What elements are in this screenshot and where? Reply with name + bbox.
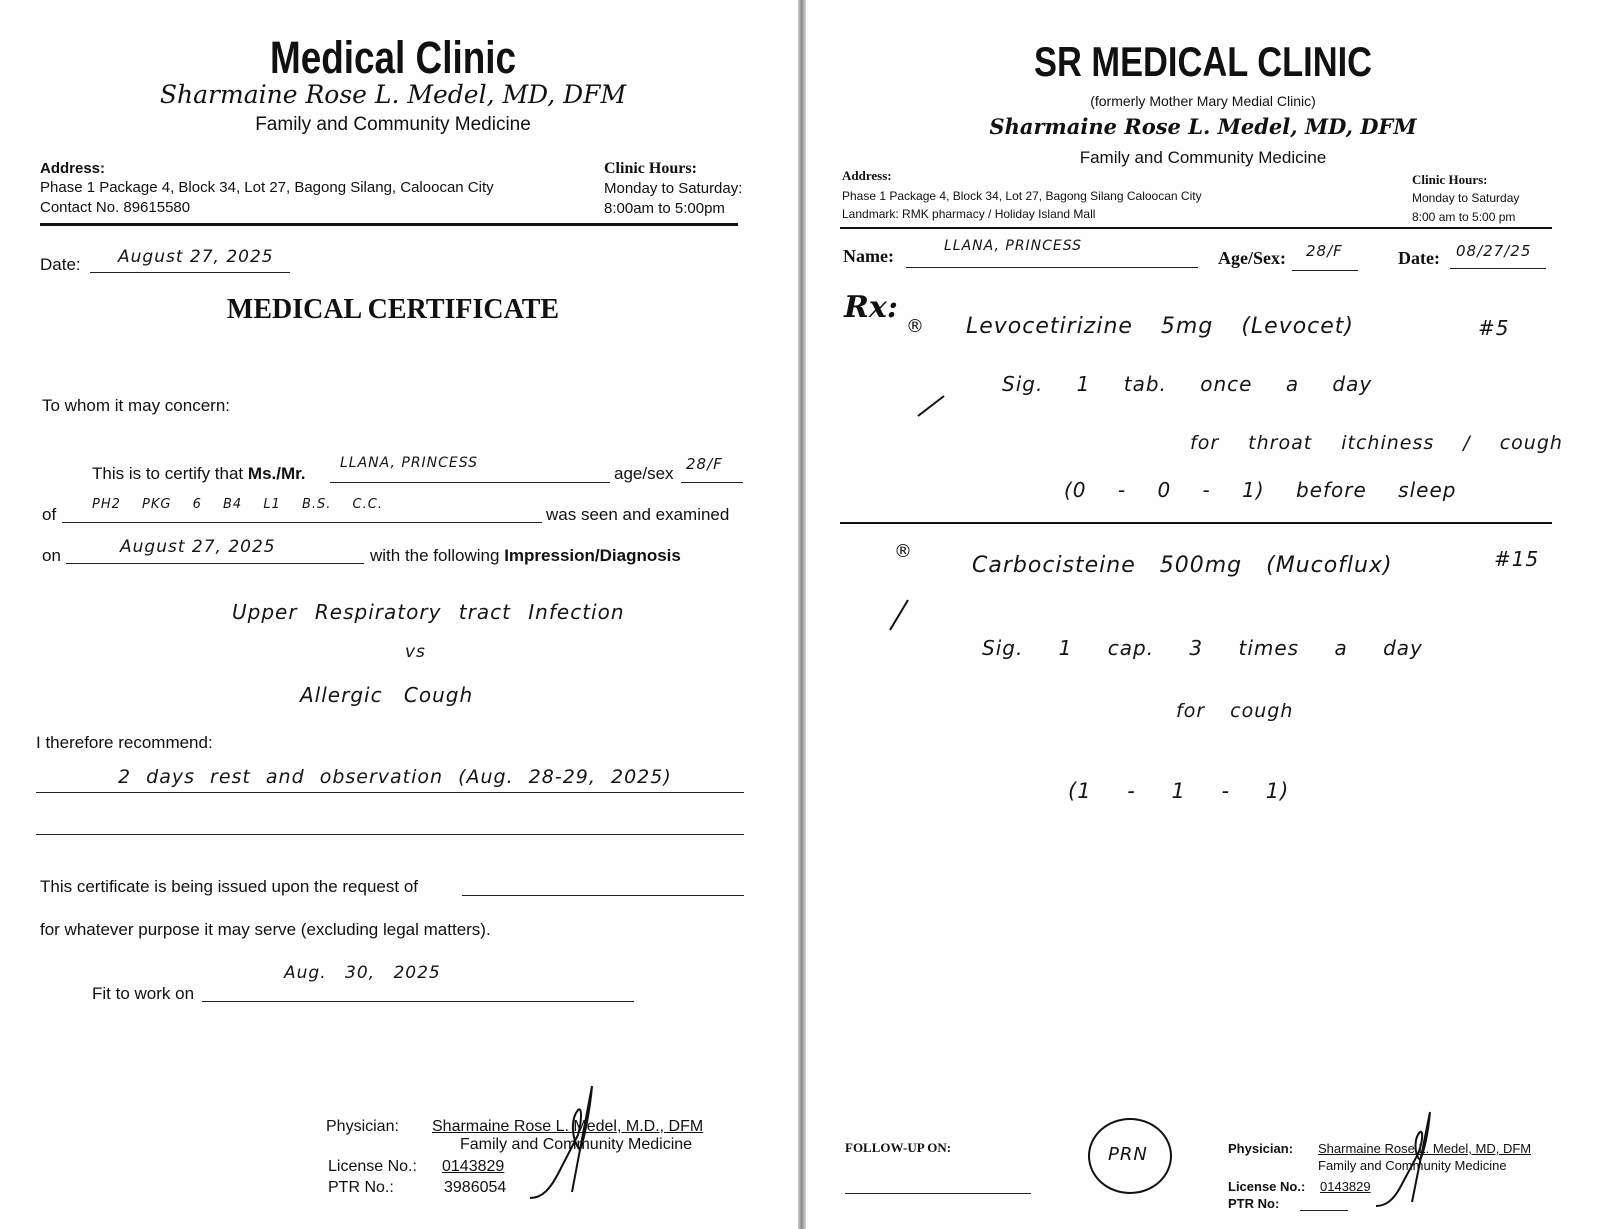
- rx-agesex-line: [1292, 270, 1358, 271]
- med1-quantity: #5: [1478, 316, 1510, 340]
- rx-physician-signature: [1372, 1108, 1442, 1213]
- seen-text: was seen and examined: [546, 505, 730, 524]
- ptr-number: 3986054: [444, 1179, 507, 1196]
- agesex-label: age/sex: [614, 464, 674, 483]
- rx-address: Phase 1 Package 4, Block 34, Lot 27, Bagong Silang Caloocan City: [842, 189, 1202, 203]
- patient-address: PH2 PKG 6 B4 L1 B.S. C.C.: [92, 497, 383, 512]
- license-number: 0143829: [442, 1158, 505, 1175]
- impression-label: Impression/Diagnosis: [504, 546, 681, 565]
- rx-specialty: Family and Community Medicine: [1079, 148, 1327, 167]
- med1-check-mark: [916, 394, 946, 423]
- patient-name: LLANA, PRINCESS: [340, 455, 479, 471]
- msmr-label: Ms./Mr.: [247, 464, 306, 483]
- date-label: Date:: [40, 255, 81, 274]
- med1-schedule: (0 - 0 - 1) before sleep: [1064, 478, 1457, 502]
- rx-doctor-name: Sharmaine Rose L. Medel, MD, DFM: [989, 114, 1417, 139]
- patient-name-line: [330, 482, 610, 483]
- fit-date-line: [202, 1001, 634, 1002]
- rx-clinic-name: SR MEDICAL CLINIC: [1033, 38, 1373, 85]
- ptr-label: PTR No.:: [328, 1179, 394, 1196]
- rx-name-line: [906, 267, 1198, 268]
- recommendation: 2 days rest and observation (Aug. 28-29, 2025): [118, 766, 672, 788]
- rx-physician-name: Sharmaine Rose L. Medel, MD, DFM: [1318, 1141, 1532, 1156]
- clinic-hours-days: Monday to Saturday:: [604, 180, 743, 197]
- med2-name: Carbocisteine 500mg (Mucoflux): [972, 553, 1393, 578]
- address-text: Phase 1 Package 4, Block 34, Lot 27, Bagong Silang, Caloocan City: [40, 179, 494, 196]
- certify-prefix: This is to certify that: [92, 464, 244, 483]
- date-value: August 27, 2025: [118, 247, 274, 267]
- certificate-title: MEDICAL CERTIFICATE: [226, 294, 560, 325]
- following-prefix: with the following: [370, 546, 500, 565]
- license-label: License No.:: [328, 1158, 417, 1175]
- med1-for: for throat itchiness / cough: [1190, 432, 1563, 454]
- exam-date-line: [66, 563, 364, 564]
- rx-header-rule: [840, 227, 1552, 229]
- page-divider: [798, 0, 806, 1229]
- physician-signature: [520, 1080, 600, 1205]
- rx-symbol: Rx:: [844, 290, 898, 325]
- med2-quantity: #15: [1494, 547, 1540, 571]
- rx-hours-time: 8:00 am to 5:00 pm: [1412, 210, 1516, 224]
- date-line: [90, 272, 290, 273]
- diagnosis-vs: vs: [405, 642, 426, 662]
- recommend-label: I therefore recommend:: [36, 733, 213, 752]
- exam-date: August 27, 2025: [120, 537, 276, 557]
- rx-license-label: License No.:: [1228, 1179, 1306, 1194]
- agesex-line: [681, 482, 743, 483]
- certify-text: [92, 464, 306, 484]
- physician-name: Sharmaine Rose L. Medel, M.D., DFM: [432, 1118, 704, 1135]
- rx-name-value: LLANA, PRINCESS: [944, 238, 1083, 254]
- on-label: on: [42, 546, 61, 565]
- med2-for: for cough: [1176, 700, 1294, 722]
- fit-label: Fit to work on: [92, 984, 195, 1003]
- recommend-line-2: [36, 834, 744, 835]
- address-label: Address:: [40, 160, 106, 177]
- recommend-line-1: [36, 792, 744, 793]
- rx-landmark: Landmark: RMK pharmacy / Holiday Island Mall: [842, 207, 1096, 221]
- followup-value: PRN: [1108, 1144, 1148, 1165]
- agesex-value: 28/F: [686, 455, 723, 473]
- rx-date-value: 08/27/25: [1456, 242, 1532, 260]
- greeting: To whom it may concern:: [42, 396, 231, 415]
- med2-schedule: (1 - 1 - 1): [1068, 779, 1290, 803]
- rx-address-label: Address:: [842, 168, 892, 183]
- rx-date-line: [1450, 268, 1546, 269]
- following-text: [370, 546, 681, 566]
- rx-formerly: (formerly Mother Mary Medial Clinic): [1090, 93, 1316, 109]
- rx-hours-label: Clinic Hours:: [1412, 172, 1488, 187]
- rx-agesex-label: Age/Sex:: [1218, 248, 1286, 268]
- med2-marker: ®: [894, 541, 913, 562]
- med2-check-mark: [888, 598, 912, 637]
- diagnosis-line-1: Upper Respiratory tract Infection: [232, 600, 625, 624]
- request-text: This certificate is being issued upon the request of: [40, 877, 418, 896]
- of-label: of: [42, 505, 57, 524]
- header-rule: [40, 223, 738, 226]
- rx-physician-label: Physician:: [1228, 1141, 1294, 1156]
- rx-hours-days: Monday to Saturday: [1412, 191, 1520, 205]
- diagnosis-line-2: Allergic Cough: [300, 683, 474, 707]
- rx-physician-specialty: Family and Community Medicine: [1318, 1158, 1507, 1173]
- purpose-text: for whatever purpose it may serve (excluding legal matters).: [40, 920, 491, 939]
- physician-label: Physician:: [326, 1118, 399, 1135]
- rx-date-label: Date:: [1398, 248, 1440, 268]
- med1-sig: Sig. 1 tab. once a day: [1002, 372, 1373, 396]
- physician-specialty: Family and Community Medicine: [460, 1136, 693, 1153]
- clinic-name: Medical Clinic: [269, 32, 517, 83]
- clinic-hours-label: Clinic Hours:: [604, 160, 697, 177]
- rx-separator: [840, 522, 1552, 524]
- rx-ptr-line: [1300, 1210, 1348, 1211]
- rx-license-number: 0143829: [1320, 1179, 1371, 1194]
- followup-label: FOLLOW-UP ON:: [845, 1140, 952, 1155]
- med2-sig: Sig. 1 cap. 3 times a day: [982, 636, 1423, 660]
- clinic-hours-time: 8:00am to 5:00pm: [604, 200, 725, 217]
- request-line: [462, 895, 744, 896]
- med1-name: Levocetirizine 5mg (Levocet): [966, 314, 1355, 339]
- rx-name-label: Name:: [843, 246, 894, 266]
- address-line: [62, 522, 542, 523]
- rx-ptr-label: PTR No:: [1228, 1196, 1280, 1211]
- fit-date: Aug. 30, 2025: [284, 963, 441, 983]
- specialty: Family and Community Medicine: [255, 114, 531, 135]
- rx-agesex-value: 28/F: [1306, 242, 1343, 260]
- contact-number: Contact No. 89615580: [40, 199, 191, 216]
- doctor-name: Sharmaine Rose L. Medel, MD, DFM: [159, 80, 627, 109]
- followup-line: [845, 1193, 1031, 1194]
- med1-marker: ®: [906, 316, 925, 337]
